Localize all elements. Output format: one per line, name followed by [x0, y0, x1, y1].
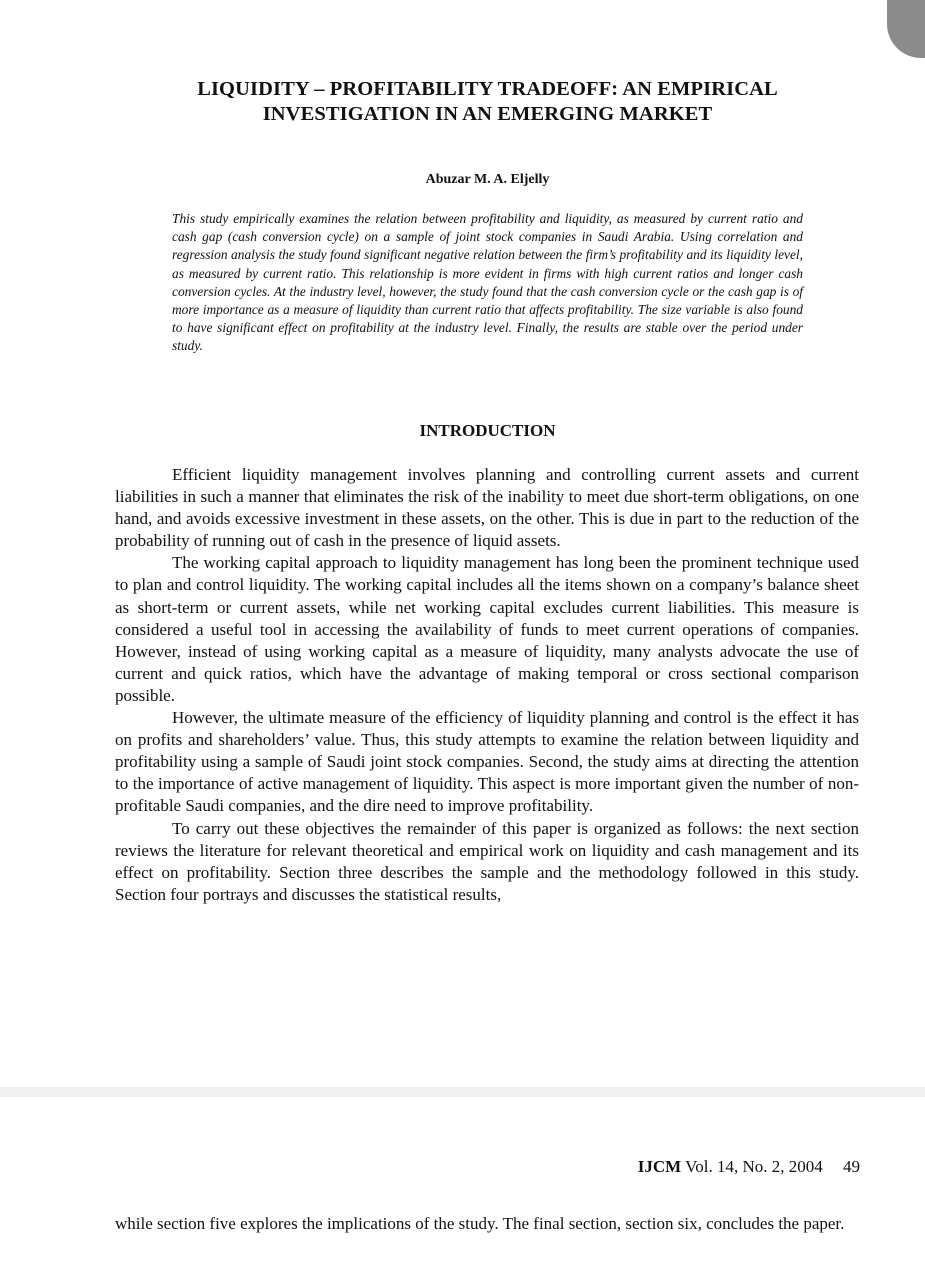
paragraph: The working capital approach to liquidity management has long been the prominent technique used to plan and control liquidity. The working capital includes all the items shown on a company’s balance sheet as short-term or current assets, while net working capital excludes current liabilities. This measure is considered a useful tool in accessing the availability of funds to meet current operations of companies. However, instead of using working capital as a measure of liquidity, many analysts advocate the use of current and quick ratios, which have the advantage of making temporal or cross sectional comparison possible. [115, 553, 859, 705]
paper-title [0, 77, 925, 127]
paragraph: However, the ultimate measure of the efficiency of liquidity planning and control is the effect it has on profits and shareholders’ value. Thus, this study attempts to examine the relation between liquidity and profitability using a sample of Saudi joint stock companies. Second, the study aims at directing the attention to the importance of active management of liquidity. This aspect is more important given the number of non-profitable Saudi companies, and the dire need to improve profitability. [115, 708, 859, 816]
abstract: This study empirically examines the relation between profitability and liquidity, as measured by current ratio and cash gap (cash conversion cycle) on a sample of joint stock companies in Saudi Arabia. Using correlation and regression analysis the study found significant negative relation between the firm’s profitability and its liquidity level, as measured by current ratio. This relationship is more evident in firms with high current ratios and longer cash conversion cycles. At the industry level, however, the study found that the cash conversion cycle or the cash gap is of more importance as a measure of liquidity than current ratio that affects profitability. The size variable is also found to have significant effect on profitability at the industry level. Finally, the results are stable over the period under study. [172, 211, 803, 354]
title-line-2: INVESTIGATION IN AN EMERGING MARKET [262, 103, 713, 125]
journal-volume: Vol. 14, No. 2, 2004 [685, 1157, 823, 1176]
journal-name: IJCM [637, 1157, 682, 1176]
introduction-heading: INTRODUCTION [419, 421, 556, 440]
title-line-1: LIQUIDITY – PROFITABILITY TRADEOFF: AN EMPIRICAL [197, 78, 778, 100]
paragraph: Efficient liquidity management involves planning and controlling current assets and current liabilities in such a manner that eliminates the risk of the inability to meet due short-term obligations, on one hand, and avoids excessive investment in these assets, on the other. This is due in part to the reduction of the probability of running out of cash in the presence of liquid assets. [115, 465, 859, 551]
introduction-body [115, 464, 859, 906]
author-name: Abuzar M. A. Eljelly [425, 172, 550, 187]
scroll-tab[interactable] [887, 0, 925, 58]
page-number: 49 [843, 1157, 860, 1176]
next-page-text: while section five explores the implications of the study. The final section, section six, concludes the paper. [115, 1214, 845, 1233]
page-footer [638, 1157, 860, 1177]
paragraph: To carry out these objectives the remainder of this paper is organized as follows: the next section reviews the literature for relevant theoretical and empirical work on liquidity and cash management and its effect on profitability. Section three describes the sample and the methodology followed in this study. Section four portrays and discusses the statistical results, [115, 818, 859, 904]
page-separator [0, 1087, 925, 1097]
